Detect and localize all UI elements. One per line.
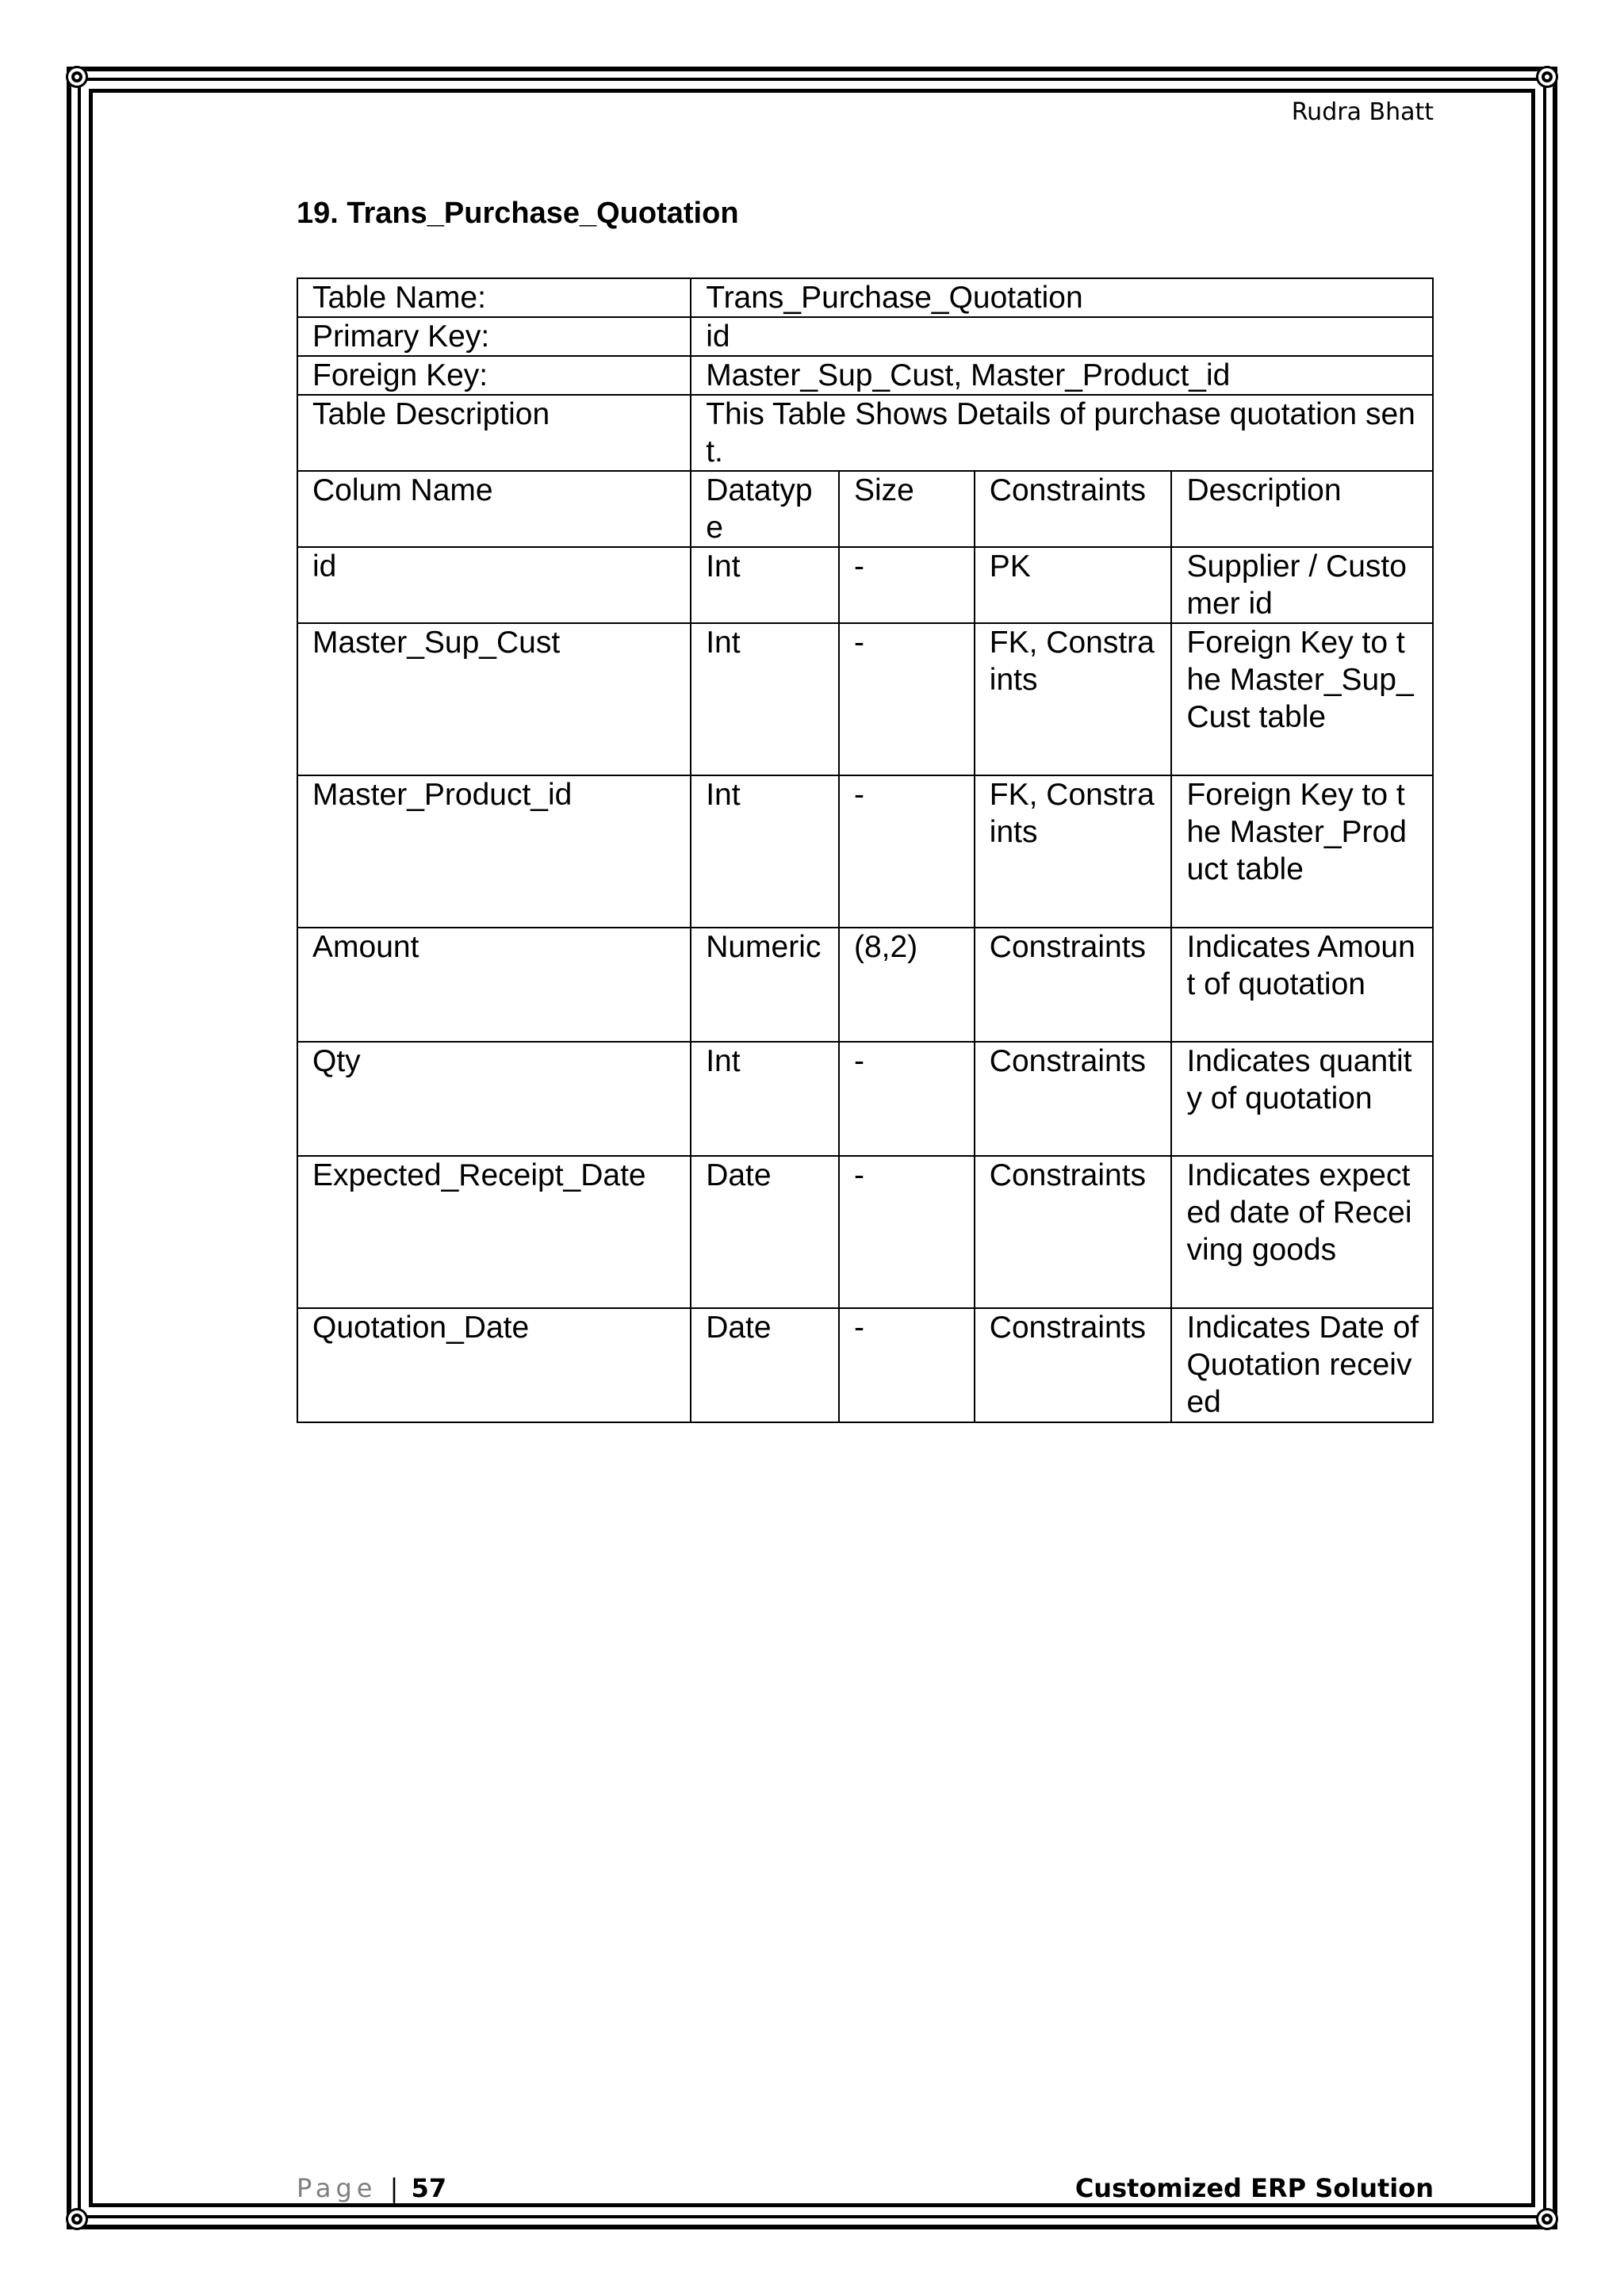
footer-doc-title: Customized ERP Solution	[1074, 2173, 1434, 2203]
cell-size: -	[839, 1308, 975, 1422]
meta-value: Master_Sup_Cust, Master_Product_id	[691, 356, 1433, 395]
cell-datatype: Int	[691, 775, 839, 928]
cell-constraints: FK, Constraints	[975, 775, 1172, 928]
column-header-row	[297, 471, 1433, 547]
table-meta-row	[297, 317, 1433, 356]
cell-description: Indicates expected date of Receiving goods	[1171, 1156, 1433, 1308]
table-spec	[297, 277, 1434, 1423]
column-header: Datatype	[691, 471, 839, 547]
footer-page-number	[297, 2173, 446, 2203]
section-title	[297, 197, 739, 231]
section-title-text: Trans_Purchase_Quotation	[347, 197, 739, 230]
cell-size: -	[839, 1042, 975, 1156]
corner-ornament-bottom-left	[68, 2210, 86, 2228]
corner-ornament-top-left	[68, 68, 86, 86]
table-row	[297, 1156, 1433, 1308]
cell-description: Indicates Date of Quotation received	[1171, 1308, 1433, 1422]
meta-value: This Table Shows Details of purchase quotation sent.	[691, 395, 1433, 471]
cell-name: Qty	[297, 1042, 691, 1156]
cell-name: Master_Sup_Cust	[297, 623, 691, 775]
cell-name: Expected_Receipt_Date	[297, 1156, 691, 1308]
cell-constraints: FK, Constraints	[975, 623, 1172, 775]
section-number: 19.	[297, 197, 339, 230]
table-meta-row	[297, 356, 1433, 395]
corner-ornament-bottom-right	[1538, 2210, 1556, 2228]
column-header: Size	[839, 471, 975, 547]
table-meta-row	[297, 278, 1433, 317]
table-row	[297, 547, 1433, 623]
cell-size: -	[839, 1156, 975, 1308]
footer-separator: |	[389, 2173, 399, 2203]
table-row	[297, 775, 1433, 928]
column-header: Description	[1171, 471, 1433, 547]
cell-constraints: Constraints	[975, 928, 1172, 1042]
cell-name: id	[297, 547, 691, 623]
column-header: Colum Name	[297, 471, 691, 547]
footer-page-label: Page	[297, 2173, 377, 2203]
cell-datatype: Date	[691, 1308, 839, 1422]
meta-value: Trans_Purchase_Quotation	[691, 278, 1433, 317]
cell-constraints: PK	[975, 547, 1172, 623]
column-header: Constraints	[975, 471, 1172, 547]
cell-description: Supplier / Customer id	[1171, 547, 1433, 623]
corner-ornament-top-right	[1538, 68, 1556, 86]
meta-label: Foreign Key:	[297, 356, 691, 395]
cell-datatype: Numeric	[691, 928, 839, 1042]
cell-name: Quotation_Date	[297, 1308, 691, 1422]
cell-description: Foreign Key to the Master_Product table	[1171, 775, 1433, 928]
cell-datatype: Int	[691, 547, 839, 623]
meta-value: id	[691, 317, 1433, 356]
table-row	[297, 1308, 1433, 1422]
cell-constraints: Constraints	[975, 1042, 1172, 1156]
table-meta-row	[297, 395, 1433, 471]
table-row	[297, 928, 1433, 1042]
meta-label: Table Name:	[297, 278, 691, 317]
cell-constraints: Constraints	[975, 1308, 1172, 1422]
footer-page-num: 57	[411, 2173, 447, 2203]
cell-description: Foreign Key to the Master_Sup_Cust table	[1171, 623, 1433, 775]
meta-label: Table Description	[297, 395, 691, 471]
cell-description: Indicates quantity of quotation	[1171, 1042, 1433, 1156]
table-row	[297, 623, 1433, 775]
cell-name: Master_Product_id	[297, 775, 691, 928]
cell-size: (8,2)	[839, 928, 975, 1042]
cell-size: -	[839, 623, 975, 775]
cell-description: Indicates Amount of quotation	[1171, 928, 1433, 1042]
cell-constraints: Constraints	[975, 1156, 1172, 1308]
cell-datatype: Int	[691, 623, 839, 775]
cell-datatype: Int	[691, 1042, 839, 1156]
table-row	[297, 1042, 1433, 1156]
cell-datatype: Date	[691, 1156, 839, 1308]
cell-size: -	[839, 547, 975, 623]
cell-name: Amount	[297, 928, 691, 1042]
header-author: Rudra Bhatt	[1291, 98, 1434, 126]
meta-label: Primary Key:	[297, 317, 691, 356]
cell-size: -	[839, 775, 975, 928]
